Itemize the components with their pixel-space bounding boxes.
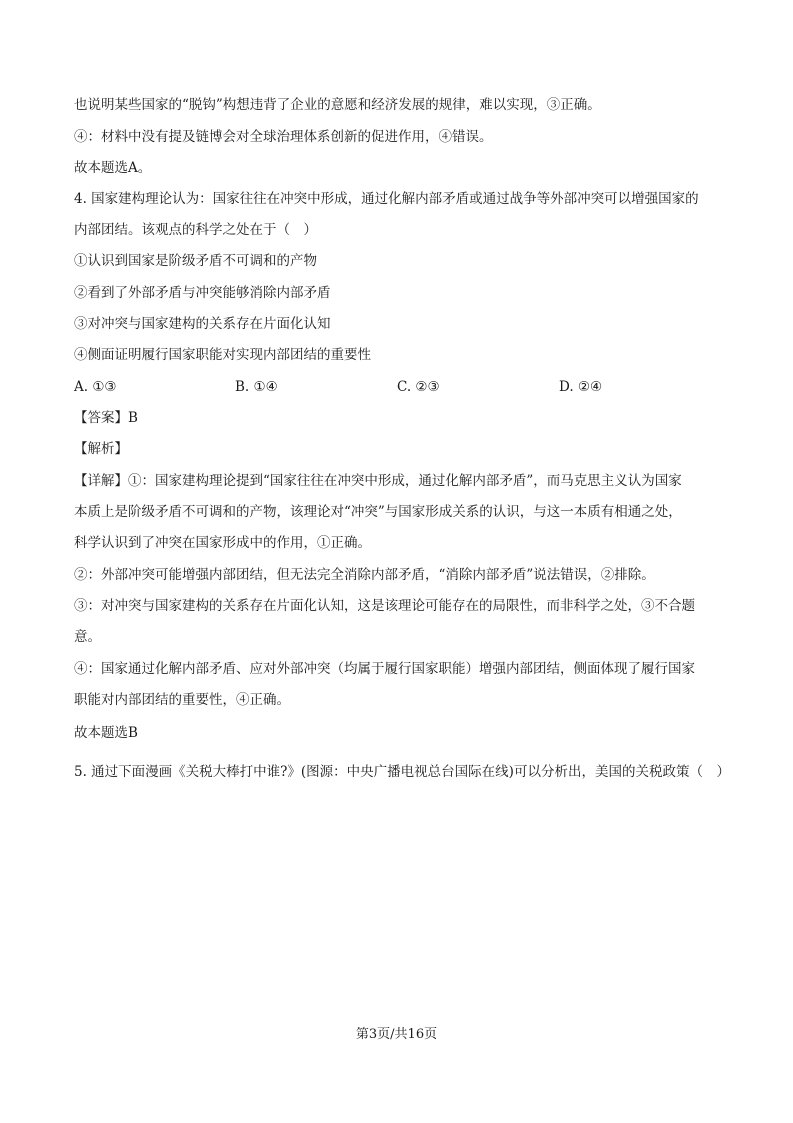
text-line: ④：材料中没有提及链博会对全球治理体系创新的促进作用，④错误。 [74,129,493,145]
answer-label: 【答案】B [74,410,138,426]
detail-line: ④：国家通过化解内部矛盾、应对外部冲突（均属于履行国家职能）增强内部团结，侧面体现了履行国家 [74,661,695,677]
statement-3: ③对冲突与国家建构的关系存在片面化认知 [74,316,331,332]
question-4-stem: 4. 国家建构理论认为：国家往往在冲突中形成，通过化解内部矛盾或通过战争等外部冲突可以增强国家的 [74,191,699,207]
detail-line: ③：对冲突与国家建构的关系存在片面化认知，这是该理论可能存在的局限性，而非科学之处，③不合题 [74,598,695,614]
statement-2: ②看到了外部矛盾与冲突能够消除内部矛盾 [74,285,331,301]
answer-options [74,378,734,396]
detail-line: 本质上是阶级矛盾不可调和的产物，该理论对“冲突”与国家形成关系的认识，与这一本质有相通之处， [74,504,682,520]
question-4-stem-cont: 内部团结。该观点的科学之处在于（ ） [74,222,317,238]
text-line: 故本题选A。 [74,160,152,176]
text-line: 也说明某些国家的“脱钩”构想违背了企业的意愿和经济发展的规律，难以实现，③正确。 [74,97,601,113]
question-5-stem: 5. 通过下面漫画《关税大棒打中谁?》(图源：中央广播电视总台国际在线)可以分析出，美国的关税政策（ ） [74,764,730,780]
detail-line: 【详解】①：国家建构理论提到“国家往往在冲突中形成，通过化解内部矛盾”，而马克思主义认为国家 [74,473,682,489]
detail-line: 意。 [74,629,101,645]
detail-line: 科学认识到了冲突在国家形成中的作用，①正确。 [74,535,371,551]
analysis-label: 【解析】 [74,441,128,457]
detail-line: ②：外部冲突可能增强内部团结，但无法完全消除内部矛盾，“消除内部矛盾”说法错误，②排除。 [74,567,655,583]
option-b: B. ①④ [235,379,278,395]
option-c: C. ②③ [397,379,440,395]
option-d: D. ②④ [559,379,603,395]
detail-line: 职能对内部团结的重要性，④正确。 [74,692,290,708]
conclusion-line: 故本题选B [74,725,138,741]
option-a: A. ①③ [74,379,117,395]
page-number: 第3页/共16页 [355,1027,438,1042]
statement-4: ④侧面证明履行国家职能对实现内部团结的重要性 [74,347,371,363]
statement-1: ①认识到国家是阶级矛盾不可调和的产物 [74,253,317,269]
